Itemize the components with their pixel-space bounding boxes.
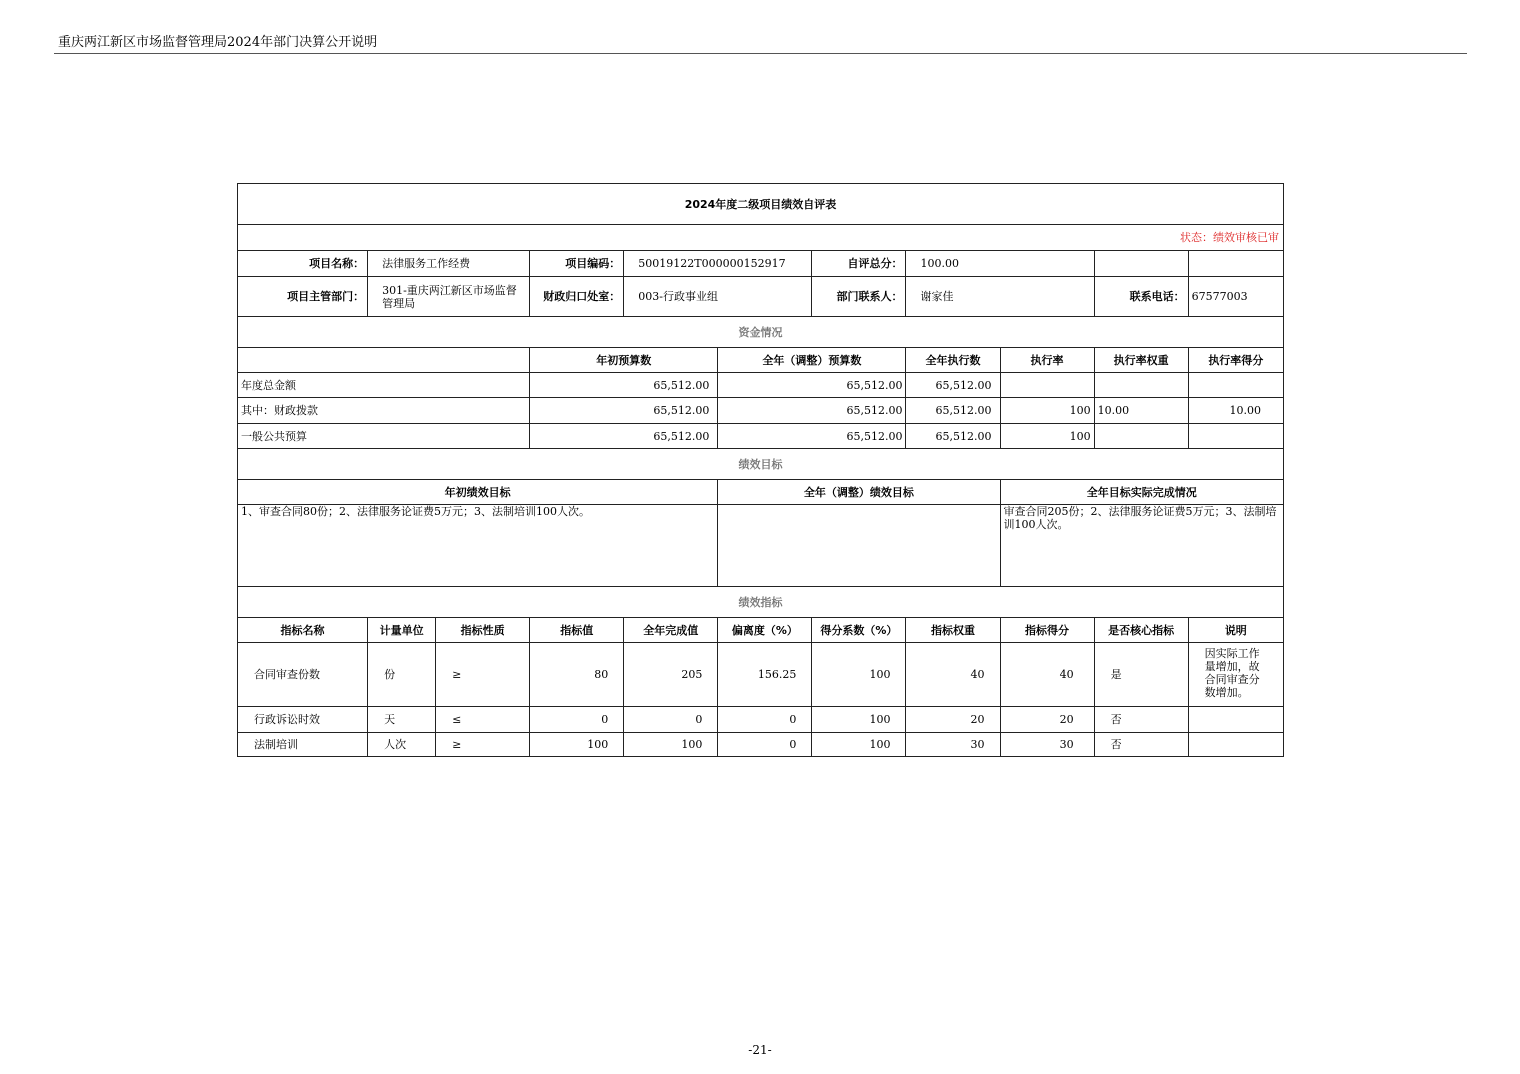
indicator-header: 全年完成值 — [624, 618, 718, 643]
indicator-unit: 份 — [368, 643, 436, 707]
indicator-header: 偏离度（%） — [718, 618, 812, 643]
funds-row-label: 其中：财政拨款 — [238, 398, 530, 424]
indicator-note: 因实际工作量增加，故合同审查分数增加。 — [1188, 643, 1283, 707]
funds-header: 年初预算数 — [530, 348, 718, 373]
funds-header: 执行率 — [1000, 348, 1094, 373]
funds-cell: 65,512.00 — [530, 398, 718, 424]
status-text: 状态：绩效审核已审 — [238, 225, 1284, 251]
indicators-section-title: 绩效指标 — [238, 587, 1284, 618]
indicator-score: 30 — [1000, 733, 1094, 757]
funds-cell — [1188, 424, 1283, 449]
goals-section-title: 绩效目标 — [238, 449, 1284, 480]
indicator-header: 得分系数（%） — [812, 618, 906, 643]
indicator-target: 100 — [530, 733, 624, 757]
indicator-core: 否 — [1094, 707, 1188, 733]
goals-adjusted-text — [718, 505, 1000, 587]
goals-header-actual: 全年目标实际完成情况 — [1000, 480, 1283, 505]
funds-row-label: 一般公共预算 — [238, 424, 530, 449]
funds-cell: 65,512.00 — [718, 398, 906, 424]
project-code-label: 项目编码： — [530, 251, 624, 277]
indicator-note — [1188, 733, 1283, 757]
goals-header-initial: 年初绩效目标 — [238, 480, 718, 505]
funds-cell — [1094, 373, 1188, 398]
indicator-deviation: 156.25 — [718, 643, 812, 707]
funds-cell: 10.00 — [1188, 398, 1283, 424]
indicator-score: 40 — [1000, 643, 1094, 707]
funds-cell: 65,512.00 — [718, 373, 906, 398]
indicator-coefficient: 100 — [812, 707, 906, 733]
indicator-actual: 205 — [624, 643, 718, 707]
funds-cell — [1000, 373, 1094, 398]
indicator-header: 计量单位 — [368, 618, 436, 643]
goals-initial-text: 1、审查合同80份；2、法律服务论证费5万元；3、法制培训100人次。 — [238, 505, 718, 587]
indicator-header: 指标名称 — [238, 618, 368, 643]
contact-value: 谢家佳 — [906, 277, 1094, 317]
page-header-title: 重庆两江新区市场监督管理局2024年部门决算公开说明 — [58, 35, 378, 50]
score-value: 100.00 — [906, 251, 1094, 277]
funds-cell: 65,512.00 — [530, 424, 718, 449]
empty-cell — [1094, 251, 1188, 277]
table-row — [238, 398, 1284, 424]
table-title: 2024年度二级项目绩效自评表 — [238, 184, 1284, 225]
header-divider — [54, 53, 1467, 54]
funds-header — [238, 348, 530, 373]
indicator-unit: 人次 — [368, 733, 436, 757]
indicator-target: 80 — [530, 643, 624, 707]
table-row — [238, 373, 1284, 398]
indicator-nature: ≥ — [436, 733, 530, 757]
indicator-coefficient: 100 — [812, 733, 906, 757]
funds-header: 执行率权重 — [1094, 348, 1188, 373]
funds-cell — [1188, 373, 1283, 398]
empty-cell — [1188, 251, 1283, 277]
indicator-score: 20 — [1000, 707, 1094, 733]
indicator-header: 指标性质 — [436, 618, 530, 643]
indicator-header: 指标得分 — [1000, 618, 1094, 643]
contact-label: 部门联系人： — [812, 277, 906, 317]
table-row — [238, 733, 1284, 757]
funds-header: 全年（调整）预算数 — [718, 348, 906, 373]
funds-cell — [1094, 424, 1188, 449]
indicator-nature: ≤ — [436, 707, 530, 733]
indicator-weight: 40 — [906, 643, 1000, 707]
funds-cell: 100 — [1000, 424, 1094, 449]
table-row — [238, 643, 1284, 707]
funds-cell: 65,512.00 — [906, 424, 1000, 449]
finance-value: 003-行政事业组 — [624, 277, 812, 317]
funds-header: 全年执行数 — [906, 348, 1000, 373]
funds-header: 执行率得分 — [1188, 348, 1283, 373]
indicator-header: 指标值 — [530, 618, 624, 643]
table-row — [238, 707, 1284, 733]
score-label: 自评总分： — [812, 251, 906, 277]
dept-value: 301-重庆两江新区市场监督管理局 — [368, 277, 530, 317]
dept-label: 项目主管部门： — [238, 277, 368, 317]
indicator-header: 说明 — [1188, 618, 1283, 643]
project-code-value: 50019122T000000152917 — [624, 251, 812, 277]
indicator-actual: 0 — [624, 707, 718, 733]
goals-actual-text: 审查合同205份；2、法律服务论证费5万元；3、法制培训100人次。 — [1000, 505, 1283, 587]
indicator-name: 法制培训 — [238, 733, 368, 757]
finance-label: 财政归口处室： — [530, 277, 624, 317]
funds-cell: 65,512.00 — [906, 398, 1000, 424]
indicator-nature: ≥ — [436, 643, 530, 707]
indicator-header: 是否核心指标 — [1094, 618, 1188, 643]
indicator-core: 是 — [1094, 643, 1188, 707]
phone-label: 联系电话： — [1094, 277, 1188, 317]
performance-evaluation-table — [237, 183, 1284, 757]
project-name-value: 法律服务工作经费 — [368, 251, 530, 277]
table-row — [238, 424, 1284, 449]
funds-cell: 10.00 — [1094, 398, 1188, 424]
indicator-name: 合同审查份数 — [238, 643, 368, 707]
funds-cell: 65,512.00 — [530, 373, 718, 398]
funds-cell: 65,512.00 — [906, 373, 1000, 398]
funds-cell: 65,512.00 — [718, 424, 906, 449]
indicator-note — [1188, 707, 1283, 733]
indicator-header: 指标权重 — [906, 618, 1000, 643]
funds-section-title: 资金情况 — [238, 317, 1284, 348]
indicator-deviation: 0 — [718, 733, 812, 757]
indicator-deviation: 0 — [718, 707, 812, 733]
indicator-target: 0 — [530, 707, 624, 733]
phone-value: 67577003 — [1188, 277, 1283, 317]
funds-row-label: 年度总金额 — [238, 373, 530, 398]
indicator-actual: 100 — [624, 733, 718, 757]
indicator-weight: 30 — [906, 733, 1000, 757]
page-number: -21- — [748, 1043, 772, 1057]
project-name-label: 项目名称： — [238, 251, 368, 277]
indicator-coefficient: 100 — [812, 643, 906, 707]
goals-header-adjusted: 全年（调整）绩效目标 — [718, 480, 1000, 505]
funds-cell: 100 — [1000, 398, 1094, 424]
indicator-core: 否 — [1094, 733, 1188, 757]
indicator-unit: 天 — [368, 707, 436, 733]
indicator-name: 行政诉讼时效 — [238, 707, 368, 733]
indicator-weight: 20 — [906, 707, 1000, 733]
